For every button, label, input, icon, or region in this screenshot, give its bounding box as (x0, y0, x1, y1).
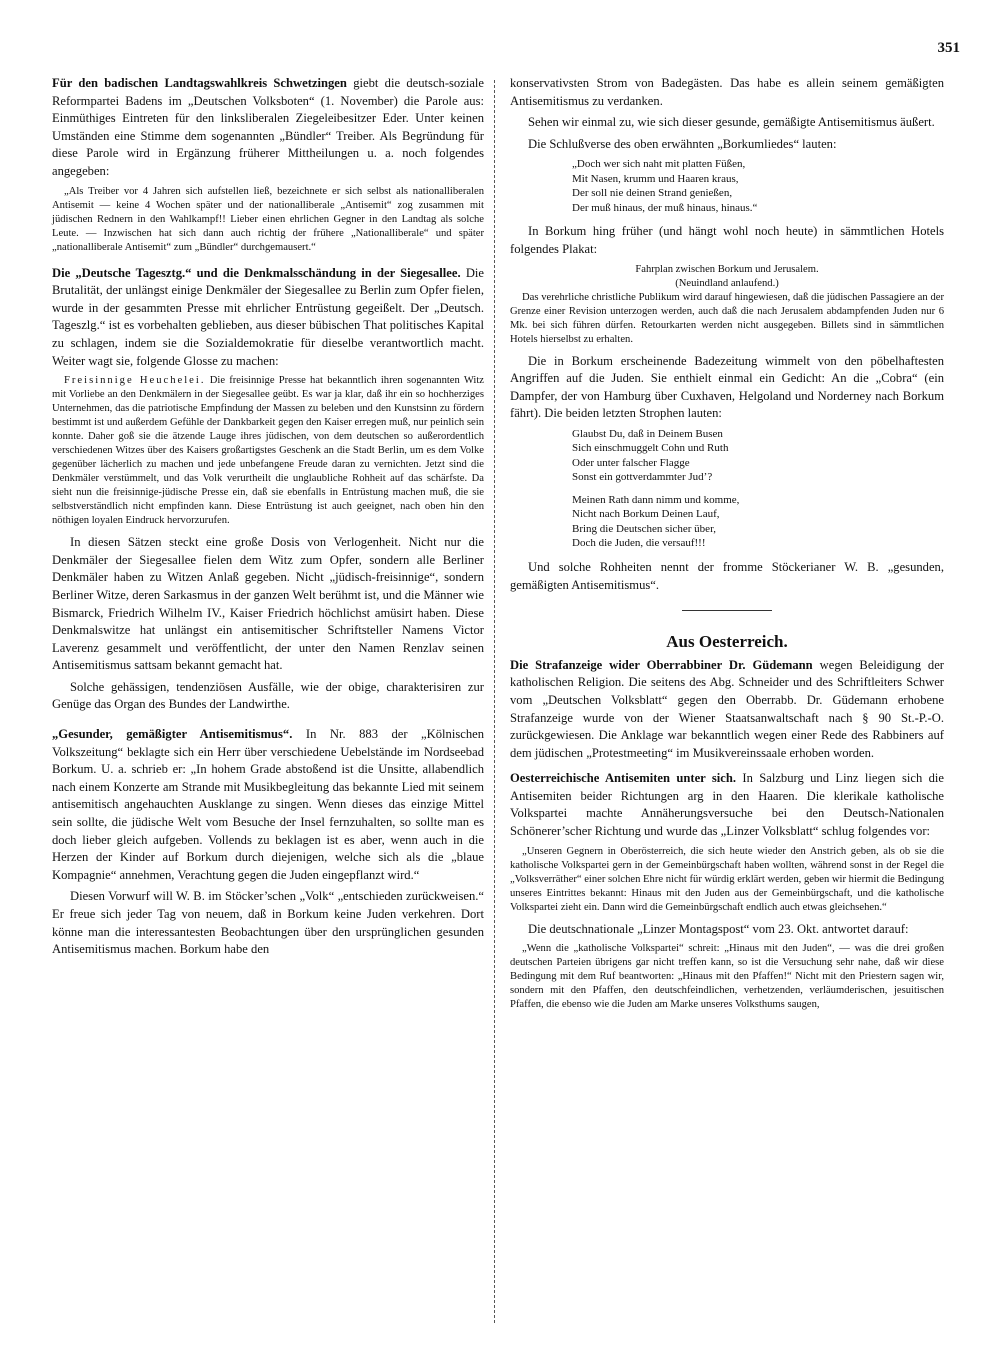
quote-text: „Wenn die „katholische Volkspartei“ schreit: „Hinaus mit den Juden“, — was die drei großen deutschen Parteien übrigens gar nicht treffen kann, so ist die Versuchung sehr nahe, daß wir diese Bedingung mit dem Ruf beantworten: „Hinaus mit den Pfaffen!“ Nicht mit den Priestern sagen wir, sondern mit den Pfaffen, den deutschfeindlichen, verhetzenden, verläumderischen, jesuitischen Pfaffen, die ebenso wie die Juden am Marke unseres Volksthums saugen, (510, 943, 944, 1011)
article-text: In Nr. 883 der „Kölnischen Volkszeitung“ beklagte sich ein Herr über verschiedene Uebelstände im Nordseebad Borkum. U. a. schrieb er: „In hohem Grade abstoßend ist die Unsitte, allabendlich nach einem Konzerte am Strande mit Musikbegleitung das bekannte Lied mit seinem antisemitisch angehauchten Ausklange zu singen. Wenn dieses das einzige Mittel sein sollte, die jüdische Welt vom Besuche der Insel fernzuhalten, so sollte man es doch lieber gleich aufgeben. Vollends zu beklagen ist es aber, wenn auch in die Herzen der Kinder auf Borkum durch diejenigen, welche sich als die „blaue Kompagnie“ annehmen, Verachtung gegen die Juden eingepflanzt wird.“ (52, 727, 485, 882)
verse-line: Meinen Rath dann nimm und komme, (572, 493, 740, 506)
verse-borkumlied (572, 157, 944, 215)
article-oesterreichische-antisemiten (510, 770, 944, 840)
article-gesunder-antisemitismus (52, 726, 484, 884)
verse-line: Sonst ein gottverdammter Jud’? (572, 471, 713, 484)
left-column (52, 75, 484, 963)
quote-text: „Als Treiber vor 4 Jahren sich aufstellen ließ, bezeichnete er sich selbst als nationalliberalen Antisemit — keine 4 Wochen später und der nationalliberale „Antisemit“ zog zusammen mit jüdischen Rednern in den Wahlkampf!! Lieber einen ehrlichen Gegner in den Landtag als solche Leute. — Inzwischen hat sich dann auch richtig der frühere „Nationalliberale“ und später „nationalliberale Antisemit“ zum „Bündler“ durchgemausert.“ (52, 185, 484, 253)
paragraph: In diesen Sätzen steckt eine große Dosis von Verlogenheit. Nicht nur die Denkmäler der Siegesallee fielen dem Witz zum Opfer, sondern alle Berliner Denkmäler haben zu Witzen Anlaß gegeben. Nicht „jüdisch-freisinnige“, sondern Berliner Witze, deren Sarkasmus in der ganzen Welt berühmt ist, und die Männer wie Bismarck, Friedrich Wilhelm IV., Kaiser Friedrich höchlichst amüsirt haben. Diese Denkmalswitze hat unlängst ein antisemitischer Schriftsteller Namens Victor Laverenz gesammelt und veröffentlicht, der unter den Namen Renzlav seinen Antisemitismus sattsam bekannt gemacht hat. (52, 535, 484, 673)
verse-line: Der soll nie deinen Strand genießen, (572, 187, 733, 200)
verse-cobra-2 (572, 493, 944, 551)
plakat-text: Das verehrliche christliche Publikum wird darauf hingewiesen, daß die jüdischen Passagiere an der Grenze einer Revision unterzogen werden, auch daß die nach Jerusalem abdampfenden Juden nur 6 Mk. bei sich führen dürfen. Retourkarten werden nicht ausgegeben. Billets sind in sämmtlichen Hotels hierselbst zu erhalten. (510, 291, 944, 345)
paragraph: Die Schlußverse des oben erwähnten „Borkumliedes“ lauten: (528, 136, 837, 151)
article-badischer-landtagswahlkreis (52, 75, 484, 181)
quote-block (510, 942, 944, 1012)
paragraph: Die in Borkum erscheinende Badezeitung wimmelt von den pöbelhaftesten Angriffen auf die Juden. Sie enthielt einmal ein Gedicht: An die „Cobra“ (ein Dampfer, der von Hamburg über Cuxhaven, Helgoland und Norderney nach Borkum fährt). Die beiden letzten Strophen lauten: (510, 353, 944, 421)
column-divider (494, 80, 495, 1323)
article-heading: Die „Deutsche Tagesztg.“ und die Denkmalsschändung in der Siegesallee. (52, 265, 461, 280)
paragraph: Diesen Vorwurf will W. B. im Stöcker’schen „Volk“ „entschieden zurückweisen.“ Er freue sich jeder Tag von neuem, daß in Borkum keine Juden verkehren. Dort könne man die interessantesten Beobachtungen über den ursprünglichen gesunden Antisemitismus machen. Borkum habe den (52, 889, 484, 957)
verse-line: Oder unter falscher Flagge (572, 456, 690, 469)
plakat-block (510, 263, 944, 347)
verse-line: Mit Nasen, krumm und Haaren kraus, (572, 172, 739, 185)
article-text: In Salzburg und Linz liegen sich die Antisemiten beider Richtungen arg in den Haaren. Die klerikale katholische Volkspartei machte Annäherungsversuche bei den Deutsch-Nationalen Schönerer’scher Richtung und wurde das „Linzer Volksblatt“ schlug folgendes vor: (510, 771, 944, 839)
quote-lead: Freisinnige Heuchelei. (64, 375, 206, 387)
paragraph: Und solche Rohheiten nennt der fromme Stöckerianer W. B. „gesunden, gemäßigten Antisemitismus“. (510, 559, 944, 592)
verse-line: „Doch wer sich naht mit platten Füßen, (572, 158, 746, 171)
verse-line: Nicht nach Borkum Deinen Lauf, (572, 508, 720, 521)
verse-cobra-1 (572, 427, 944, 485)
paragraph: Die deutschnationale „Linzer Montagspost“ vom 23. Okt. antwortet darauf: (528, 921, 909, 936)
section-title: Aus Oesterreich. (666, 632, 788, 652)
verse-line: Sich einschmuggelt Cohn und Ruth (572, 442, 729, 455)
right-column (510, 75, 944, 1018)
paragraph: In Borkum hing früher (und hängt wohl noch heute) in sämmtlichen Hotels folgendes Plakat: (510, 224, 944, 256)
quote-block (510, 845, 944, 915)
article-heading: Die Strafanzeige wider Oberrabbiner Dr. Güdemann (510, 657, 813, 672)
quote-block (52, 185, 484, 255)
article-heading: Für den badischen Landtagswahlkreis Schwetzingen (52, 76, 347, 90)
quote-block (52, 374, 484, 528)
quote-text: „Unseren Gegnern in Oberösterreich, die sich heute wieder den Anstrich geben, als ob sie die katholische Volkspartei gern in der Gemeinbürgschaft haben wollten, während sonst in der Regel die „Volksverräther“ einer solchen Ehre nicht für würdig erklärt werden, geben wir hiermit die Bedingung unseres Eintrittes bekannt: Hinaus mit den Juden aus der Gemeinbürgschaft, und die katholische Volkspartei zieht ein. Dann wird die Gemeinbürgschaft endlich auch etwas gleichsehen.“ (510, 845, 944, 913)
plakat-title: Fahrplan zwischen Borkum und Jerusalem. (635, 263, 819, 275)
paragraph: Sehen wir einmal zu, wie sich dieser gesunde, gemäßigte Antisemitismus äußert. (528, 115, 935, 130)
paragraph: konservativsten Strom von Badegästen. Das habe es allein seinem gemäßigten Antisemitismus zu verdanken. (510, 76, 944, 108)
paragraph: Solche gehässigen, tendenziösen Ausfälle, wie der obige, charakterisiren zur Genüge das Organ des Bundes der Landwirthe. (52, 679, 484, 712)
article-text: giebt die deutsch-soziale Reformpartei Badens im „Deutschen Volksboten“ (1. November) die Parole aus: Einmüthiges Eintreten für den linksliberalen Ziegeleibesitzer Eder. Unter keinen Umständen eine Stimme dem sogenannten „Bündler“ Treiber. Als Begründung für diese Parole wird in Ergänzung früherer Mittheilungen u. a. noch folgendes angegeben: (52, 76, 484, 178)
verse-line: Bring die Deutschen sicher über, (572, 522, 717, 535)
article-strafanzeige (510, 657, 944, 763)
article-text: wegen Beleidigung der katholischen Religion. Die seitens des Abg. Schneider und des Schriftleiters Schwer vom „Deutschen Volksblatt“ gegen den Oberrabb. Dr. Güdemann erhobene Strafanzeige wurde von der Wiener Staatsanwaltschaft nach § 90 St.-P.-O. zurückgewiesen. Die Anklage war bekanntlich wegen einer Rede des Rabbiners auf dem jüdischen „Protestmeeting“ im Musikvereinssaale erhoben worden. (510, 657, 944, 760)
article-heading: „Gesunder, gemäßigter Antisemitismus“. (52, 727, 293, 742)
section-divider (682, 610, 772, 611)
plakat-subtitle: (Neuindland anlaufend.) (675, 277, 779, 289)
verse-line: Glaubst Du, daß in Deinem Busen (572, 427, 723, 440)
quote-text (52, 374, 484, 528)
page-number: 351 (937, 40, 960, 56)
article-denkmalsschaendung (52, 265, 484, 371)
verse-line: Der muß hinaus, der muß hinaus, hinaus.“ (572, 201, 758, 214)
article-heading: Oesterreichische Antisemiten unter sich. (510, 771, 737, 786)
verse-line: Doch die Juden, die versauf!!! (572, 537, 706, 550)
article-text: Die Brutalität, der unlängst einige Denkmäler der Siegesallee zu Berlin zum Opfer fielen, wurde in der gesammten Presse mit ehrlicher Entrüstung gegeißelt. Der „Deutsch. Tageszlg.“ ist es vorbehalten geblieben, aus dieser bübischen That politisches Kapital zu schlagen, indem sie die Sozialdemokratie für dieselbe verantwortlich macht. Weiter wagt sie, folgende Glosse zu machen: (52, 265, 484, 368)
quote-body: Die freisinnige Presse hat bekanntlich ihren sogenannten Witz mit Vorliebe an den Denkmälern in der Siegesallee geübt. Es war ja klar, daß ihr ein so hochherziges Unternehmen, das die patriotische Empfindung der Massen zu beleben und den Kunstsinn zu fördern bestimmt ist und außerdem Gefühle der Dankbarkeit gegen den Kaiser erregen muß, nur peinlich sein konnte. Daher goß sie die ätzende Lauge ihres jüdischen, von dem deutschen so außerordentlich verschiedenen Witzes über des Kaisers großartigstes Geschenk an die Stadt Berlin, um es dem Volke gegenüber lächerlich zu machen und jede unbefangene Freude daran zu vernichten. Jetzt sind die Denkmäler verstümmelt, und das Volk verurtheilt die unglaubliche Rohheit auf das schärfste. Da sieht nun die freisinnige-jüdische Presse ein, daß sie ebenfalls in Entrüstung machen muß, die sie selbstverständlich nicht empfinden kann. Diese Entrüstung ist auch geeignet, nach oben hin den nöthigen loyalen Eindruck hervorzurufen. (52, 375, 485, 527)
